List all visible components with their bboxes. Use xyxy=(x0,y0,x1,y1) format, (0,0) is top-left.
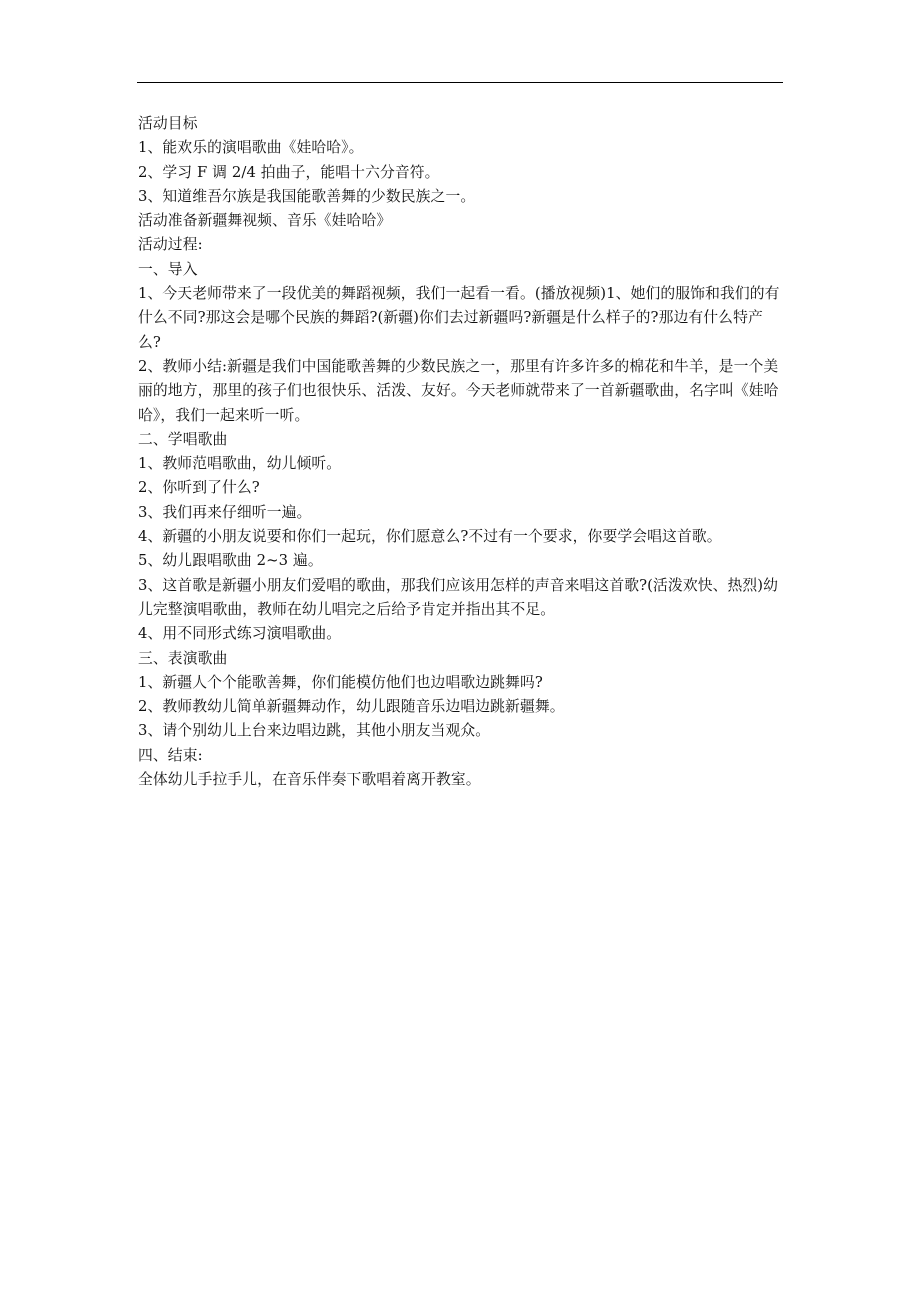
performance-step: 3、请个别幼儿上台来边唱边跳，其他小朋友当观众。 xyxy=(138,722,491,740)
section-heading-ending: 四、结束: xyxy=(138,746,203,764)
goal-item: 2、学习 F 调 2/4 拍曲子，能唱十六分音符。 xyxy=(138,163,440,181)
header-rule xyxy=(137,82,783,83)
learn-step: 4、用不同形式练习演唱歌曲。 xyxy=(138,625,342,643)
intro-paragraph: 2、教师小结:新疆是我们中国能歌善舞的少数民族之一，那里有许多许多的棉花和牛羊，是一个美丽的地方，那里的孩子们也很快乐、活泼、友好。今天老师就带来了一首新疆歌曲，名字叫《娃哈哈》，我们一起来听一听。 xyxy=(138,357,779,424)
goal-item: 3、知道维吾尔族是我国能歌善舞的少数民族之一。 xyxy=(138,187,476,205)
learn-step: 4、新疆的小朋友说要和你们一起玩，你们愿意么?不过有一个要求，你要学会唱这首歌。 xyxy=(138,528,722,546)
section-heading-intro: 一、导入 xyxy=(138,260,198,278)
learn-step: 3、这首歌是新疆小朋友们爱唱的歌曲，那我们应该用怎样的声音来唱这首歌?(活泼欢快、热烈)幼儿完整演唱歌曲，教师在幼儿唱完之后给予肯定并指出其不足。 xyxy=(138,576,779,618)
section-heading-performance: 三、表演歌曲 xyxy=(138,649,228,667)
intro-paragraph: 1、今天老师带来了一段优美的舞蹈视频，我们一起看一看。(播放视频)1、她们的服饰和我们的有什么不同?那这会是哪个民族的舞蹈?(新疆)你们去过新疆吗?新疆是什么样子的?那边有什么特产么? xyxy=(138,285,780,351)
section-heading-goals: 活动目标 xyxy=(138,115,198,132)
performance-step: 2、教师教幼儿简单新疆舞动作，幼儿跟随音乐边唱边跳新疆舞。 xyxy=(138,698,565,716)
learn-step: 3、我们再来仔细听一遍。 xyxy=(138,503,312,521)
document-body xyxy=(138,112,784,792)
section-heading-process: 活动过程: xyxy=(138,236,203,254)
learn-step: 1、教师范唱歌曲，幼儿倾听。 xyxy=(138,455,342,473)
learn-step: 5、幼儿跟唱歌曲 2~3 遍。 xyxy=(138,552,323,570)
preparation-line: 活动准备新疆舞视频、音乐《娃哈哈》 xyxy=(138,212,392,230)
performance-step: 1、新疆人个个能歌善舞，你们能模仿他们也边唱歌边跳舞吗? xyxy=(138,673,543,691)
learn-step: 2、你听到了什么? xyxy=(138,479,260,497)
goal-item: 1、能欢乐的演唱歌曲《娃哈哈》。 xyxy=(138,139,364,157)
section-heading-learn-song: 二、学唱歌曲 xyxy=(138,430,228,448)
ending-line: 全体幼儿手拉手儿，在音乐伴奏下歌唱着离开教室。 xyxy=(138,771,481,789)
